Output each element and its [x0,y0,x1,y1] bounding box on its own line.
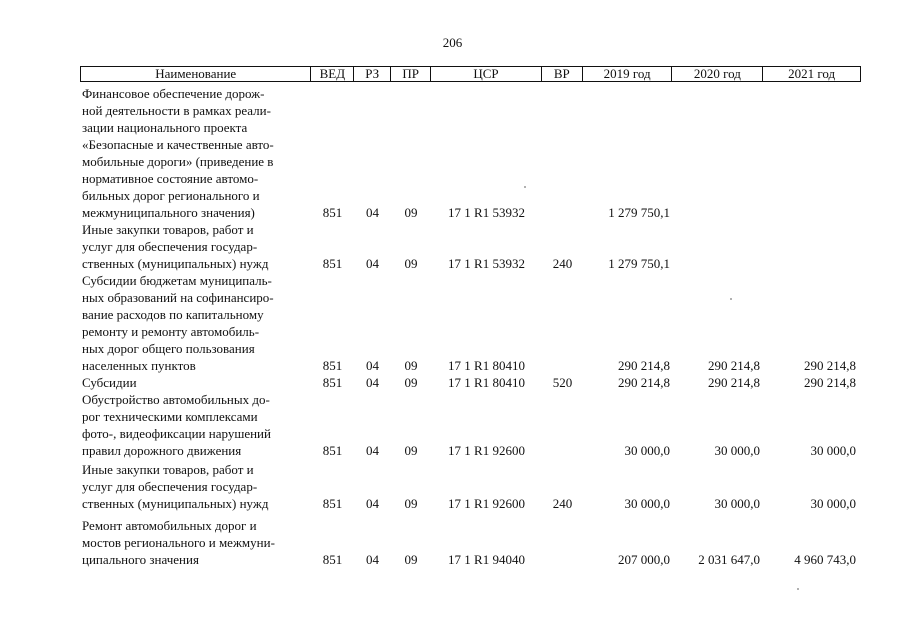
row-2020: 290 214,8 [708,358,760,373]
row-2020: 30 000,0 [714,443,760,458]
row-csr: 17 1 R1 53932 [448,256,525,271]
row-pr: 09 [404,496,418,511]
row-2019: 1 279 750,1 [608,205,670,220]
header-pr: ПР [390,67,430,81]
table-row [80,517,861,568]
row-2021: 290 214,8 [804,358,856,373]
row-rz: 04 [366,375,379,390]
row-2021: 4 960 743,0 [794,552,856,567]
row-pr: 09 [404,375,418,390]
row-2020: 290 214,8 [708,375,760,390]
row-2021: 30 000,0 [810,443,856,458]
header-2021: 2021 год [762,67,860,81]
row-name: Иные закупки товаров, работ и услуг для обеспечения государ- ственных (муниципальных) нужд [82,222,269,271]
table-row [80,221,861,272]
row-vr: 240 [552,496,573,511]
row-ved: 851 [322,205,343,220]
row-pr: 09 [404,443,418,458]
table-row [80,374,861,391]
header-ved: ВЕД [310,67,353,81]
header-name: Наименование [155,67,237,81]
row-rz: 04 [366,552,379,567]
row-pr: 09 [404,358,418,373]
row-2019: 30 000,0 [624,496,670,511]
row-2019: 1 279 750,1 [608,256,670,271]
row-rz: 04 [366,496,379,511]
row-2019: 30 000,0 [624,443,670,458]
row-ved: 851 [322,256,343,271]
row-name: Субсидии [82,375,137,390]
header-csr: ЦСР [430,67,541,81]
row-pr: 09 [404,205,418,220]
row-2020: 2 031 647,0 [698,552,760,567]
table-row [80,461,861,512]
scan-speck [797,588,799,590]
row-csr: 17 1 R1 92600 [448,443,525,458]
row-2019: 207 000,0 [618,552,670,567]
row-2021: 290 214,8 [804,375,856,390]
row-vr: 520 [552,375,573,390]
row-ved: 851 [322,375,343,390]
row-vr: 240 [552,256,573,271]
row-name: Ремонт автомобильных дорог и мостов регионального и межмуни- ципального значения [82,518,275,567]
row-2019: 290 214,8 [618,358,670,373]
header-2019: 2019 год [582,67,672,81]
row-name: Субсидии бюджетам муниципаль- ных образований на софинансиро- вание расходов по капитальному ремонту и ремонту автомобиль- ных дорог общего пользования населенных пунктов [82,273,274,373]
scan-speck [524,186,526,188]
row-rz: 04 [366,205,379,220]
row-name: Обустройство автомобильных до- рог техническими комплексами фото-, видеофиксации нарушений правил дорожного движения [82,392,271,458]
page-number: 206 [442,35,463,50]
scan-speck [730,298,732,300]
row-csr: 17 1 R1 80410 [448,358,525,373]
row-ved: 851 [322,552,343,567]
table-header [80,66,861,82]
row-2021: 30 000,0 [810,496,856,511]
row-ved: 851 [322,443,343,458]
row-csr: 17 1 R1 53932 [448,205,525,220]
row-ved: 851 [322,496,343,511]
row-rz: 04 [366,358,379,373]
row-2019: 290 214,8 [618,375,670,390]
table-row [80,391,861,459]
row-pr: 09 [404,256,418,271]
row-name: Иные закупки товаров, работ и услуг для обеспечения государ- ственных (муниципальных) нужд [82,462,269,511]
row-csr: 17 1 R1 80410 [448,375,525,390]
header-vr: ВР [541,67,582,81]
row-ved: 851 [322,358,343,373]
row-pr: 09 [404,552,418,567]
row-rz: 04 [366,256,379,271]
table-row [80,85,861,221]
row-csr: 17 1 R1 94040 [448,552,525,567]
row-name: Финансовое обеспечение дорож- ной деятельности в рамках реали- зации национального проекта «Безопасные и качественные авто- мобильные дороги» (приведение в нормативное состояние автомо- бильных дорог регионального и межмуниципального значения) [82,86,274,220]
header-2020: 2020 год [671,67,762,81]
header-rz: РЗ [353,67,390,81]
row-2020: 30 000,0 [714,496,760,511]
row-rz: 04 [366,443,379,458]
table-row [80,272,861,374]
row-csr: 17 1 R1 92600 [448,496,525,511]
